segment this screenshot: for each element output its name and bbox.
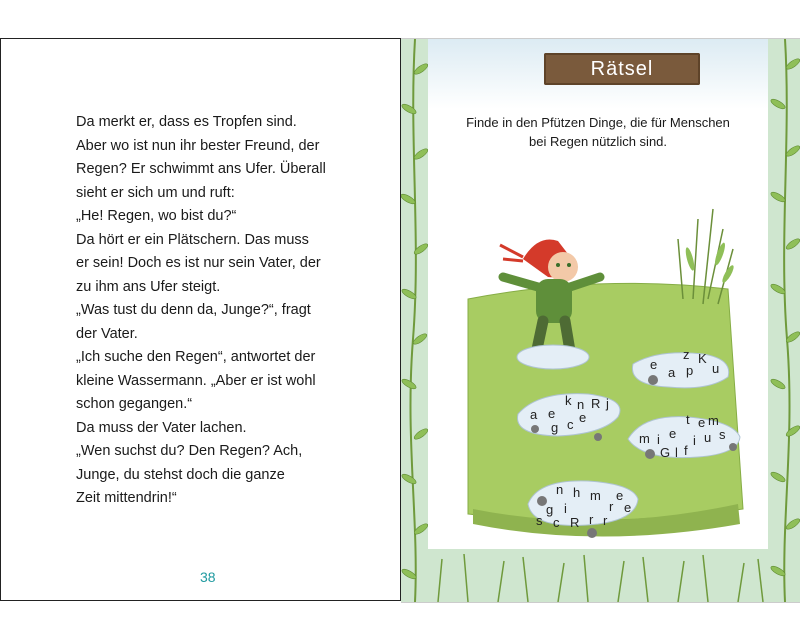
story-line: Zeit mittendrin!“ bbox=[76, 490, 177, 506]
puzzle-letter: R bbox=[570, 515, 580, 530]
puzzle-letter: e bbox=[650, 357, 658, 372]
puzzle-letter: e bbox=[579, 410, 587, 425]
puzzle-letter-extra: r bbox=[603, 513, 608, 528]
story-line: Junge, du stehst doch die ganze bbox=[76, 466, 285, 483]
puddle-illustration bbox=[428, 179, 768, 602]
puzzle-letter: g bbox=[551, 420, 559, 435]
puzzle-letter: s bbox=[719, 427, 726, 442]
puzzle-letter: n bbox=[577, 397, 585, 412]
story-line: „Wen suchst du? Den Regen? Ach, bbox=[76, 443, 303, 459]
puzzle-letter: m bbox=[708, 413, 719, 428]
puzzle-letter: a bbox=[668, 365, 676, 380]
story-line: sieht er sich um und ruft: bbox=[76, 184, 235, 201]
story-line: zu ihm ans Ufer steigt. bbox=[76, 278, 221, 295]
puzzle-letter: s bbox=[536, 513, 543, 528]
story-line: schon gegangen.“ bbox=[76, 396, 193, 412]
puzzle-letter: m bbox=[639, 431, 650, 446]
story-line: „Was tust du denn da, Junge?“, fragt bbox=[76, 302, 311, 318]
puzzle-letter: i bbox=[693, 433, 696, 448]
puzzle-letter: i bbox=[564, 501, 567, 516]
puzzle-letter: z bbox=[683, 347, 690, 362]
puzzle-letter: p bbox=[686, 363, 694, 378]
right-page bbox=[401, 38, 800, 603]
puzzle-letter: m bbox=[590, 488, 601, 503]
face bbox=[548, 252, 578, 282]
instruction-text: Finde in den Pfützen Dinge, die für Menschen bei Regen nützlich sind. bbox=[466, 115, 730, 149]
vine-border-right bbox=[769, 39, 800, 602]
puzzle-letter: e bbox=[548, 406, 556, 421]
puzzle-letter: i bbox=[657, 432, 660, 447]
puzzle-letter: g bbox=[546, 502, 554, 517]
puzzle-letter: r bbox=[609, 499, 614, 514]
page-number: 38 bbox=[200, 569, 216, 585]
puzzle-letter: c bbox=[567, 417, 574, 432]
puzzle-letter: e bbox=[616, 488, 624, 503]
puzzle-letter: e bbox=[669, 426, 677, 441]
puzzle-letter: l bbox=[675, 445, 678, 460]
story-line: Da merkt er, dass es Tropfen sind. bbox=[76, 114, 297, 130]
reed-leaves bbox=[684, 242, 736, 284]
story-line: er sein! Doch es ist nur sein Vater, der bbox=[76, 255, 321, 271]
puzzle-letter: K bbox=[698, 351, 707, 366]
story-text bbox=[76, 111, 326, 511]
puzzle-letter: u bbox=[712, 361, 720, 376]
story-line: kleine Wassermann. „Aber er ist wohl bbox=[76, 372, 316, 389]
puzzle-panel bbox=[428, 39, 768, 602]
story-line: „Ich suche den Regen“, antwortet der bbox=[76, 349, 316, 365]
story-line: Da hört er ein Plätschern. Das muss bbox=[76, 231, 309, 248]
puzzle-letter: h bbox=[573, 485, 581, 500]
puzzle-letter: e bbox=[698, 415, 706, 430]
puzzle-letter: e bbox=[624, 500, 632, 515]
puzzle-letter: c bbox=[553, 515, 560, 530]
story-line: Aber wo ist nun ihr bester Freund, der bbox=[76, 137, 320, 154]
grass-border-bottom bbox=[428, 549, 768, 602]
puzzle-letter: r bbox=[589, 512, 594, 527]
left-page bbox=[0, 38, 401, 601]
puzzle-letter: G bbox=[660, 445, 671, 460]
puzzle-letter: t bbox=[686, 412, 690, 427]
puzzle-letter: k bbox=[565, 393, 572, 408]
puzzle-letter: f bbox=[684, 443, 688, 458]
vine-border-left bbox=[401, 39, 431, 602]
story-line: Da muss der Vater lachen. bbox=[76, 419, 247, 436]
story-line: „He! Regen, wo bist du?“ bbox=[76, 208, 237, 224]
puzzle-letter: a bbox=[530, 407, 538, 422]
story-line: der Vater. bbox=[76, 325, 138, 342]
puzzle-letter: n bbox=[556, 482, 564, 497]
puzzle-letter: u bbox=[704, 430, 712, 445]
story-line: Regen? Er schwimmt ans Ufer. Überall bbox=[76, 161, 326, 177]
puzzle-letter: R bbox=[591, 396, 601, 411]
puzzle-letter: j bbox=[606, 396, 609, 411]
title-board: Rätsel bbox=[544, 53, 700, 85]
puddle-small bbox=[517, 345, 589, 369]
